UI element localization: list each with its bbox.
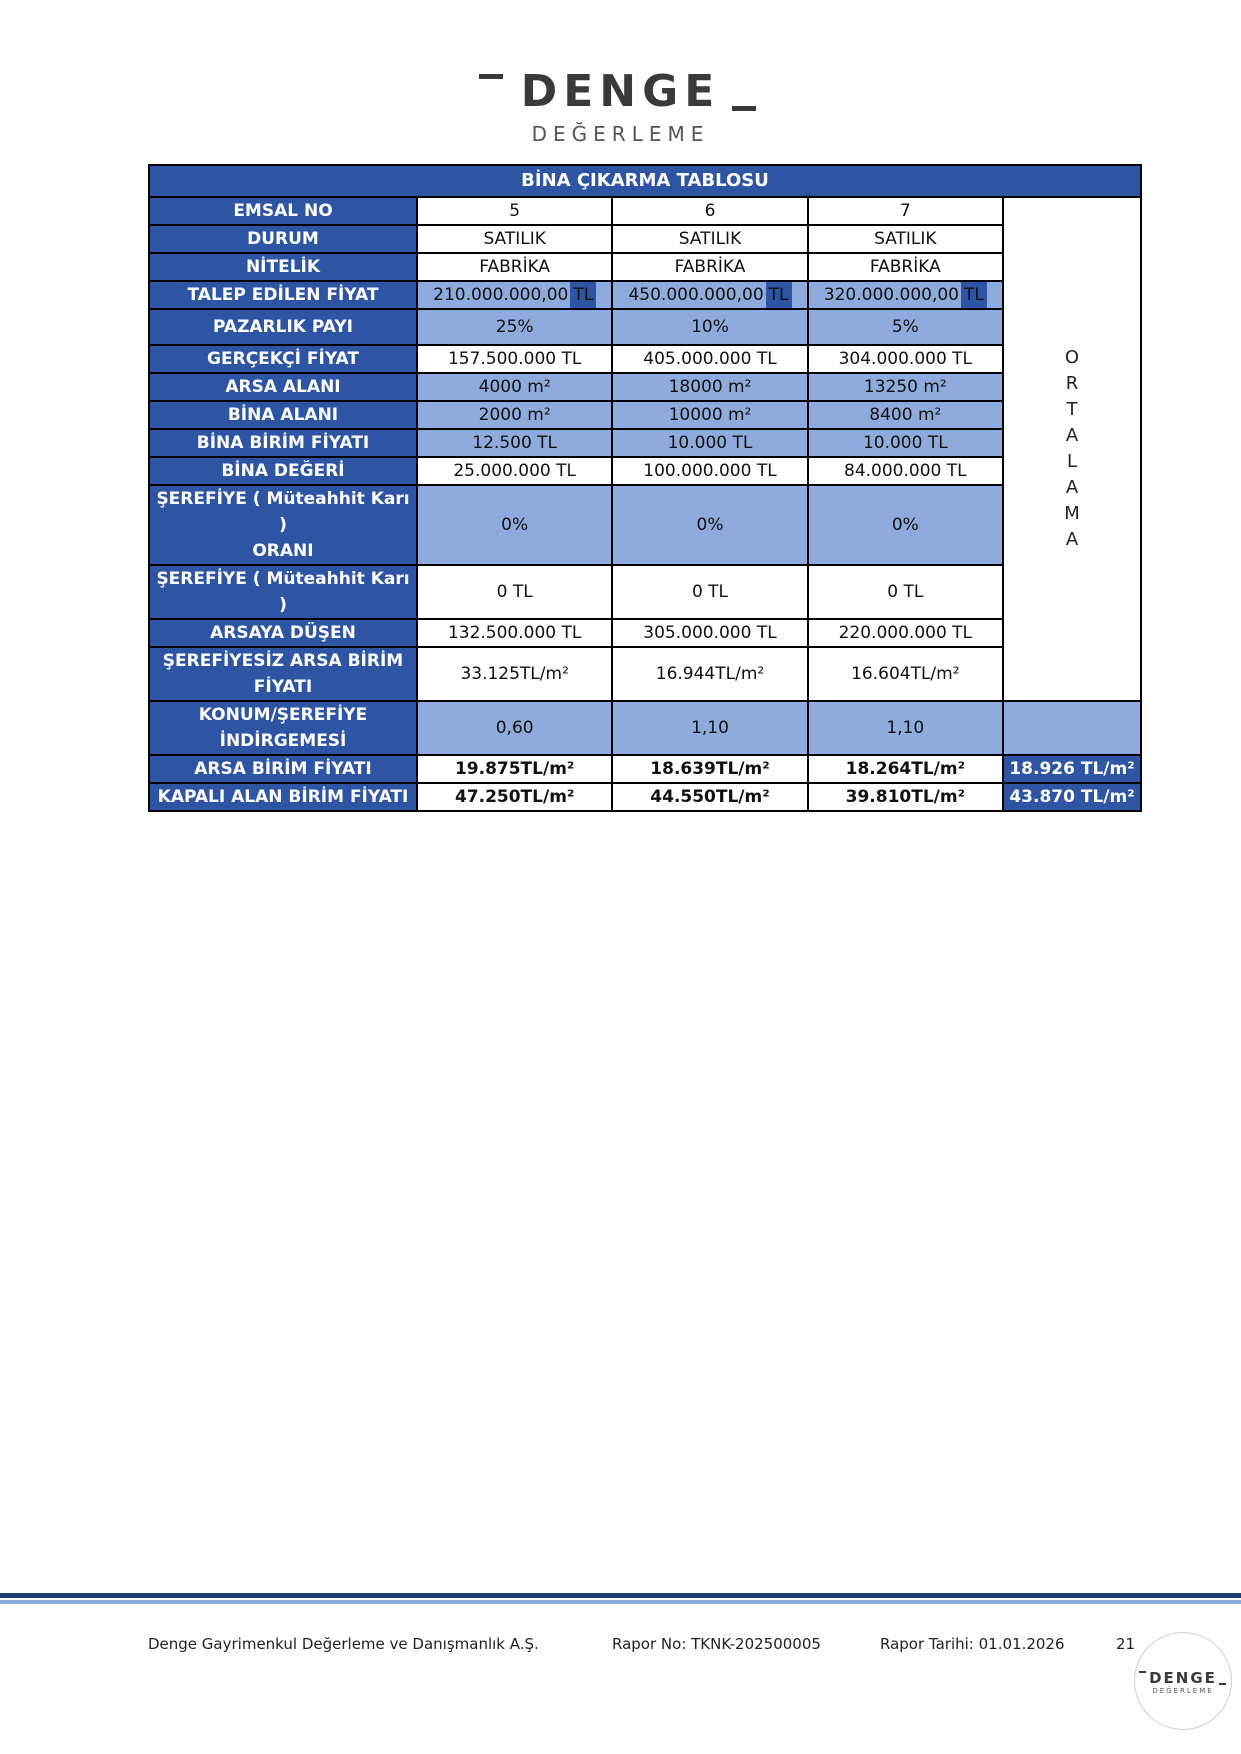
table-cell: 4000 m² — [417, 373, 612, 401]
bina-cikarma-table — [148, 164, 1142, 812]
table-cell: 405.000.000 TL — [612, 345, 807, 373]
table-cell: 304.000.000 TL — [808, 345, 1003, 373]
table-row-talep — [149, 281, 1141, 309]
table-cell: SATILIK — [808, 225, 1003, 253]
average-letter: A — [1065, 477, 1079, 498]
table-row-emsal-no — [149, 197, 1141, 225]
table-cell: 6 — [612, 197, 807, 225]
table-cell — [612, 281, 807, 309]
row-label: BİNA BİRİM FİYATI — [149, 429, 417, 457]
row-label — [149, 647, 417, 701]
table-cell — [417, 281, 612, 309]
table-cell: 0% — [808, 485, 1003, 565]
average-letter: T — [1066, 399, 1078, 420]
average-letter: O — [1064, 347, 1080, 368]
table-cell: 33.125TL/m² — [417, 647, 612, 701]
average-column-label — [1003, 197, 1141, 701]
row-label: EMSAL NO — [149, 197, 417, 225]
row-label: NİTELİK — [149, 253, 417, 281]
footer-report-no: Rapor No: TKNK-202500005 — [612, 1635, 821, 1653]
table-cell: 39.810TL/m² — [808, 783, 1003, 811]
table-row-serefiye — [149, 565, 1141, 619]
table-cell: 12.500 TL — [417, 429, 612, 457]
table-cell: 84.000.000 TL — [808, 457, 1003, 485]
table-row-bina-degeri — [149, 457, 1141, 485]
table-cell: 0 TL — [417, 565, 612, 619]
table-cell: 220.000.000 TL — [808, 619, 1003, 647]
table-row-bina-alani — [149, 401, 1141, 429]
table-cell: 44.550TL/m² — [612, 783, 807, 811]
footer-logo-dash-right — [1219, 1683, 1226, 1685]
table-cell: FABRİKA — [808, 253, 1003, 281]
table-cell: 0 TL — [808, 565, 1003, 619]
row-label: TALEP EDİLEN FİYAT — [149, 281, 417, 309]
table-cell: SATILIK — [612, 225, 807, 253]
footer-logo — [1134, 1632, 1232, 1730]
logo-dash-right — [732, 106, 756, 111]
table-cell: 19.875TL/m² — [417, 755, 612, 783]
table-cell: 25.000.000 TL — [417, 457, 612, 485]
row-label: ARSA BİRİM FİYATI — [149, 755, 417, 783]
table-cell: 18.639TL/m² — [612, 755, 807, 783]
table-cell: 0% — [612, 485, 807, 565]
row-label-line: ŞEREFİYESİZ ARSA BİRİM — [162, 651, 404, 671]
table-cell: 5 — [417, 197, 612, 225]
row-label: ŞEREFİYE ( Müteahhit Karı ) — [149, 565, 417, 619]
row-label-line: ŞEREFİYE ( Müteahhit Karı ) — [156, 489, 410, 535]
average-letter: A — [1065, 425, 1079, 446]
table-row-arsa-birim — [149, 755, 1141, 783]
price-value: 320.000.000,00 — [823, 285, 959, 305]
table-cell: 18.264TL/m² — [808, 755, 1003, 783]
table-cell: 16.944TL/m² — [612, 647, 807, 701]
footer-report-date: Rapor Tarihi: 01.01.2026 — [880, 1635, 1065, 1653]
table-row-arsa-alani — [149, 373, 1141, 401]
row-label: KAPALI ALAN BİRİM FİYATI — [149, 783, 417, 811]
average-letter: R — [1065, 373, 1079, 394]
row-label: PAZARLIK PAYI — [149, 309, 417, 345]
footer-company: Denge Gayrimenkul Değerleme ve Danışmanlık A.Ş. — [148, 1635, 539, 1653]
row-label: ARSA ALANI — [149, 373, 417, 401]
table-cell: 16.604TL/m² — [808, 647, 1003, 701]
table-cell: FABRİKA — [417, 253, 612, 281]
currency-unit: TL — [570, 282, 596, 308]
footer-page-number: 21 — [1116, 1635, 1136, 1653]
currency-unit: TL — [961, 282, 987, 308]
price-value: 450.000.000,00 — [628, 285, 764, 305]
logo-wordmark — [520, 66, 721, 117]
table-row-kapali-alan — [149, 783, 1141, 811]
table-cell: 2000 m² — [417, 401, 612, 429]
table-cell: 0% — [417, 485, 612, 565]
table-title-row — [149, 165, 1141, 197]
logo-dash-left — [479, 74, 503, 79]
table-cell: 10% — [612, 309, 807, 345]
table-cell: 100.000.000 TL — [612, 457, 807, 485]
row-label-line: ORANI — [252, 541, 314, 561]
footer-logo-wordmark — [1149, 1669, 1217, 1687]
table-cell: 1,10 — [808, 701, 1003, 755]
table-row-pazarlik — [149, 309, 1141, 345]
row-label — [149, 485, 417, 565]
footer-logo-word: DENGE — [1149, 1669, 1217, 1687]
table-cell: 47.250TL/m² — [417, 783, 612, 811]
row-label: BİNA ALANI — [149, 401, 417, 429]
table-cell: FABRİKA — [612, 253, 807, 281]
table-cell: 7 — [808, 197, 1003, 225]
footer-logo-subtitle: DEĞERLEME — [1152, 1687, 1214, 1695]
table-cell: 5% — [808, 309, 1003, 345]
table-cell: 10.000 TL — [612, 429, 807, 457]
logo-word-text: DENGE — [520, 66, 721, 117]
row-label-line: FİYATI — [253, 677, 313, 697]
table-title: BİNA ÇIKARMA TABLOSU — [149, 165, 1141, 197]
row-label: ARSAYA DÜŞEN — [149, 619, 417, 647]
average-letter: A — [1065, 529, 1079, 550]
table-row-serefiyesiz — [149, 647, 1141, 701]
table-row-konum — [149, 701, 1141, 755]
table-cell: 13250 m² — [808, 373, 1003, 401]
table-cell: 0 TL — [612, 565, 807, 619]
footer-logo-dash-left — [1139, 1671, 1146, 1673]
table-cell: 0,60 — [417, 701, 612, 755]
table-cell: 18000 m² — [612, 373, 807, 401]
table-cell: 10.000 TL — [808, 429, 1003, 457]
table-cell — [808, 281, 1003, 309]
average-letter: M — [1064, 503, 1080, 524]
table-cell: 25% — [417, 309, 612, 345]
table-row-durum — [149, 225, 1141, 253]
currency-unit: TL — [766, 282, 792, 308]
logo-subtitle: DEĞERLEME — [531, 122, 710, 146]
average-blank-cell — [1003, 701, 1141, 755]
table-row-nitelik — [149, 253, 1141, 281]
table-cell: 132.500.000 TL — [417, 619, 612, 647]
row-label — [149, 701, 417, 755]
footer-rule-light — [0, 1600, 1241, 1604]
average-letter: L — [1066, 451, 1078, 472]
header-logo — [0, 66, 1241, 146]
row-label: BİNA DEĞERİ — [149, 457, 417, 485]
table-cell: SATILIK — [417, 225, 612, 253]
table-cell: 1,10 — [612, 701, 807, 755]
table-row-bina-birim — [149, 429, 1141, 457]
table-row-gercekci — [149, 345, 1141, 373]
table-cell: 10000 m² — [612, 401, 807, 429]
row-label-line: İNDİRGEMESİ — [219, 731, 347, 751]
table-row-serefiye-orani — [149, 485, 1141, 565]
price-value: 210.000.000,00 — [433, 285, 569, 305]
table-cell: 305.000.000 TL — [612, 619, 807, 647]
footer-rule-dark — [0, 1593, 1241, 1598]
row-label: GERÇEKÇİ FİYAT — [149, 345, 417, 373]
table-cell: 157.500.000 TL — [417, 345, 612, 373]
table-row-arsaya-dusen — [149, 619, 1141, 647]
average-value: 18.926 TL/m² — [1003, 755, 1141, 783]
row-label-line: KONUM/ŞEREFİYE — [198, 705, 368, 725]
row-label: DURUM — [149, 225, 417, 253]
table-cell: 8400 m² — [808, 401, 1003, 429]
average-value: 43.870 TL/m² — [1003, 783, 1141, 811]
